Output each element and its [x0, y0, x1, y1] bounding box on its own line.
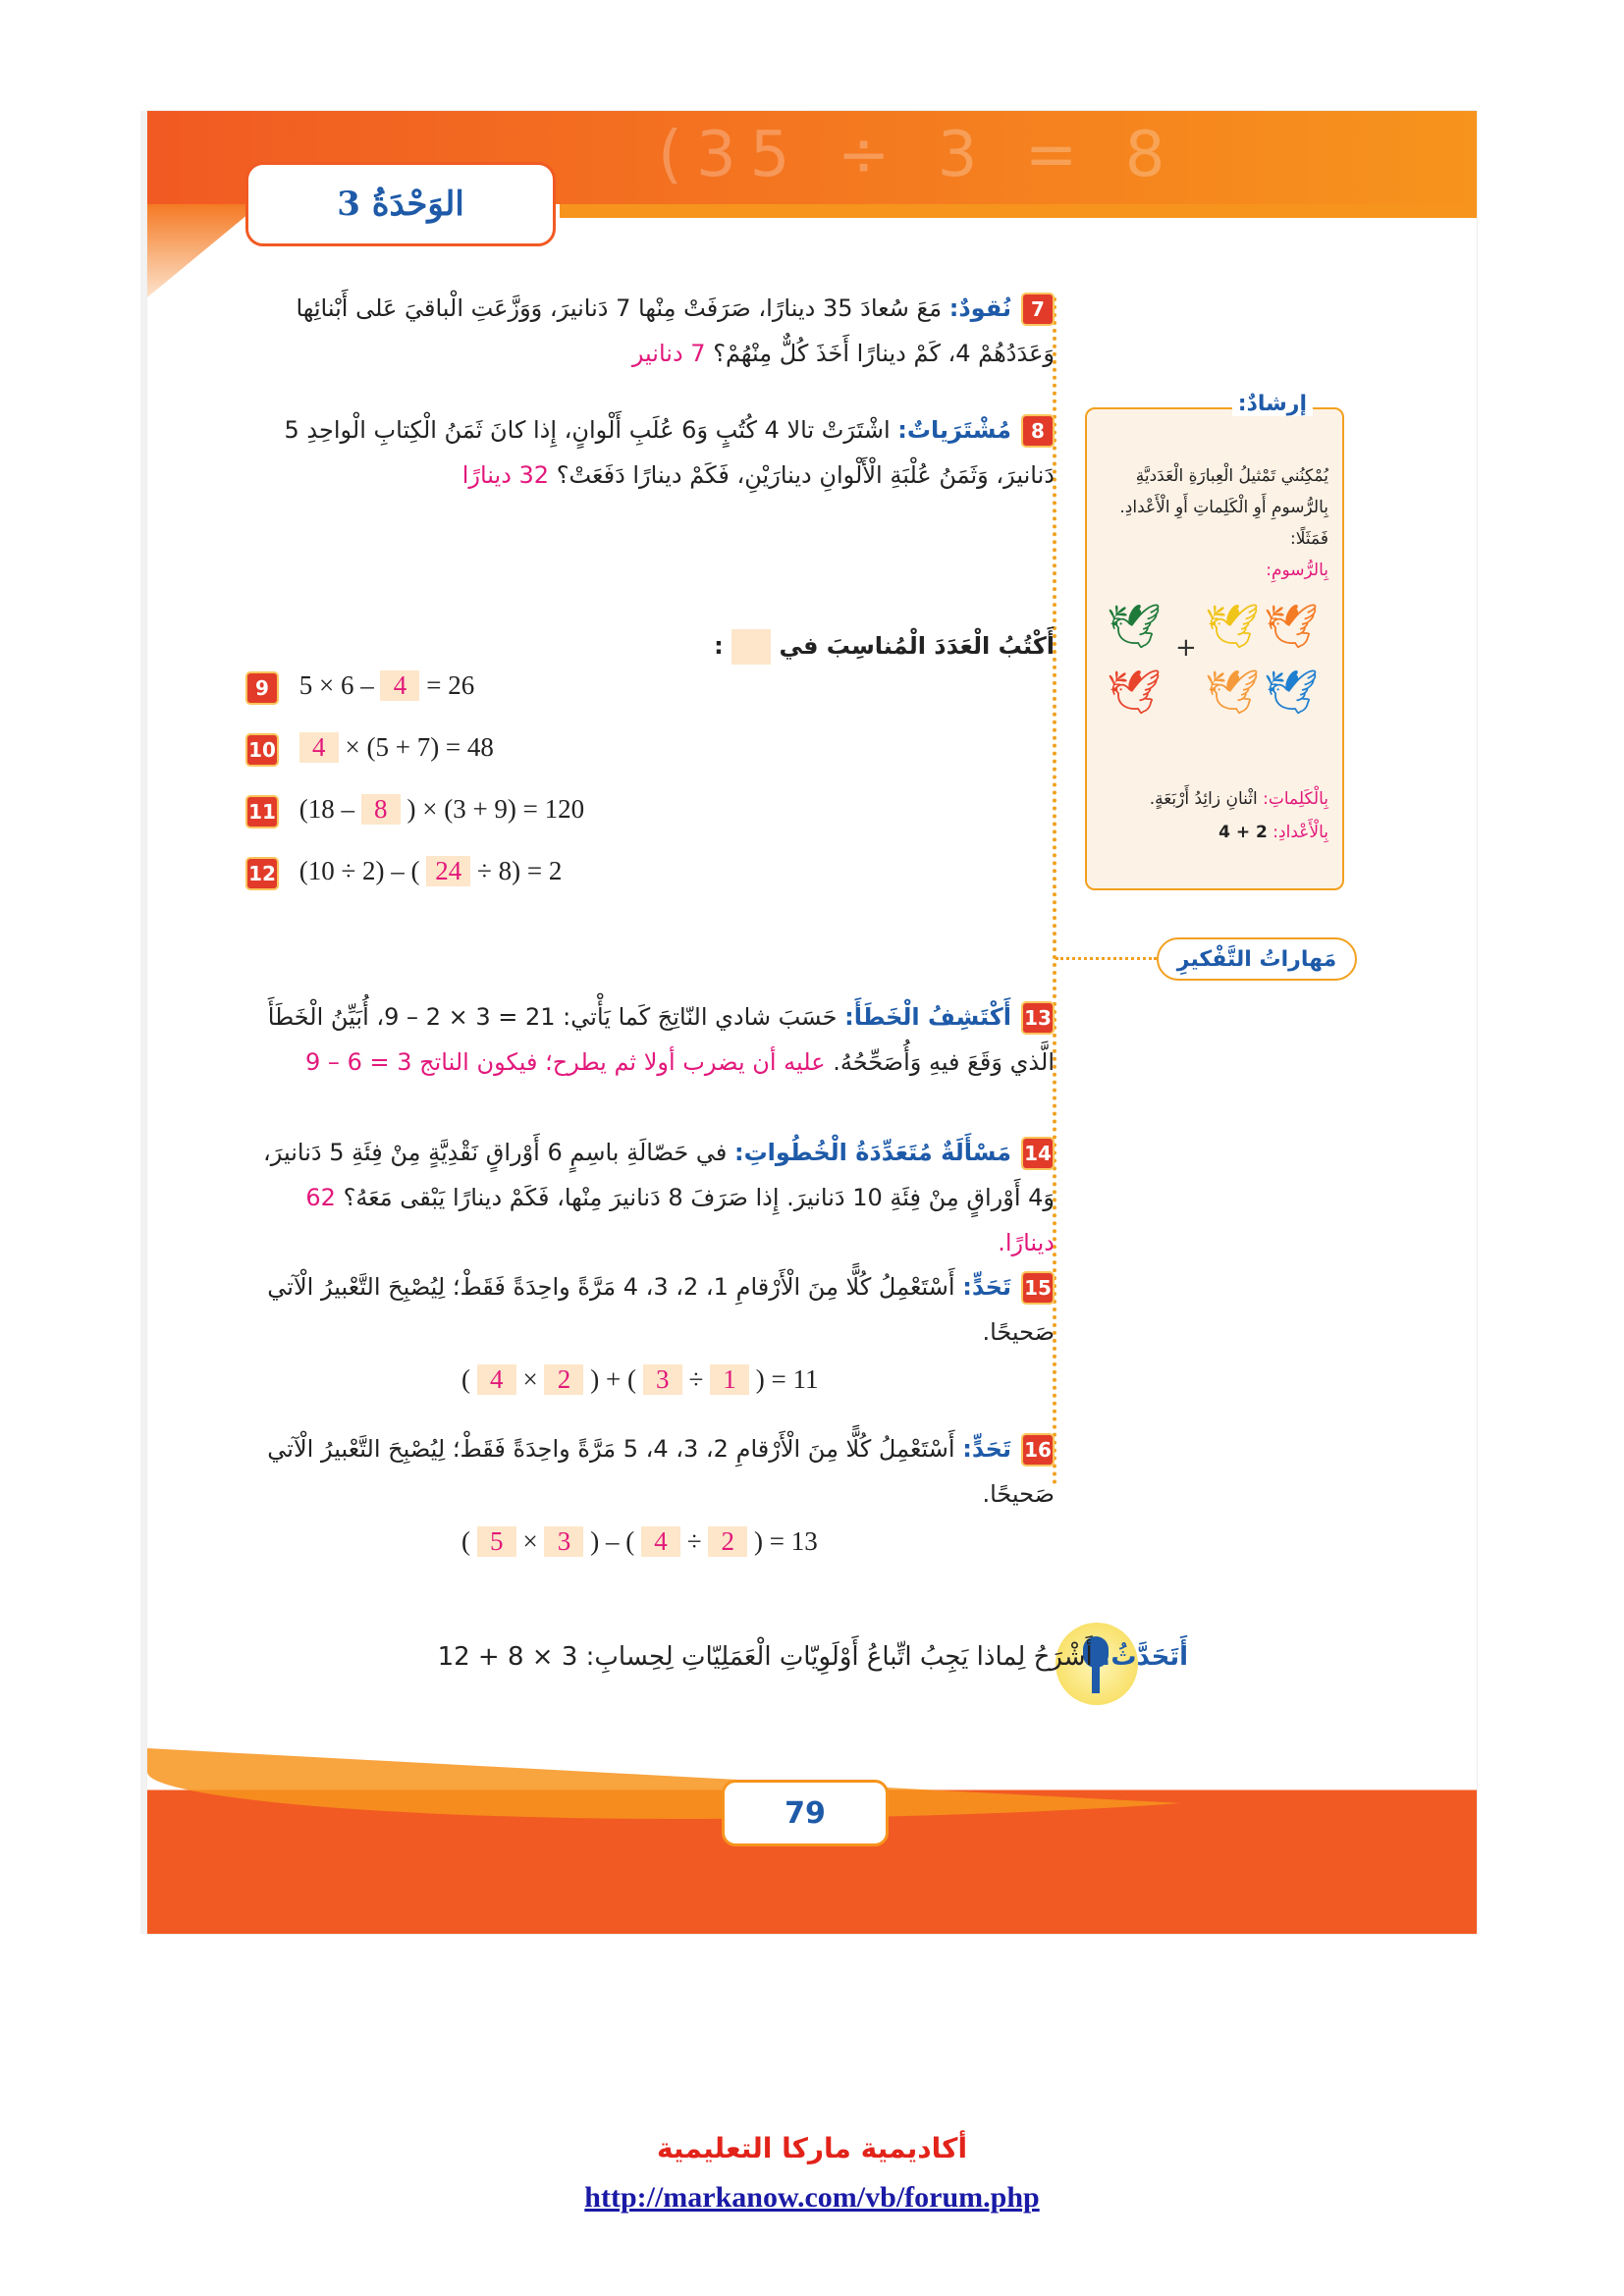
equation-number: 12	[245, 857, 279, 890]
header-strip	[560, 204, 1477, 218]
problem-number: 16	[1021, 1433, 1055, 1467]
problem-lead: أَكْتَشِفُ الْخَطَأَ:	[844, 1003, 1011, 1031]
equation-before: 5 × 6 –	[298, 670, 374, 700]
textbook-page	[147, 111, 1477, 1934]
equation-before: (18 –	[298, 794, 354, 824]
skills-connector	[1056, 957, 1157, 960]
tip-box	[1085, 392, 1344, 890]
bird-icon: 🕊	[1205, 602, 1260, 652]
paren: (	[461, 1526, 470, 1556]
problem-text: أَسْتَعْمِلُ كُلًّا مِنَ الْأَرْقامِ 1، 2، 3، 4 مَرَّةً واحِدَةً فَقَطْ؛ لِيُصْبِحَ التَّعْبيرُ الْآتي صَحيحًا.	[267, 1273, 1055, 1346]
problem-text: اشْتَرَتْ تالا 4 كُتُبٍ وَ6 عُلَبِ أَلْوانٍ، إِذا كانَ ثَمَنُ الْكِتابِ الْواحِدِ 5 دَنانيرَ، وَثَمَنُ عُلْبَةِ الْأَلْوانِ دينارَيْنِ، فَكَمْ دينارًا دَفَعَتْ؟	[284, 416, 1055, 489]
fill-instruction-row: أَكْتُبُ الْعَدَدَ الْمُناسِبَ في :	[249, 623, 1055, 668]
page-number: 79	[785, 1795, 826, 1831]
equation-before: (10 ÷ 2) – (	[298, 856, 420, 885]
talk-text: أَشْرَحُ لِماذا يَجِبُ اتِّباعُ أَوْلَوِيّاتِ الْعَمَلِيّاتِ لِحِسابِ: 3 × 8 + 12	[437, 1642, 1093, 1672]
equation-after: = 26	[426, 670, 475, 700]
bird-icon: 🕊	[1107, 667, 1162, 718]
equation-blank[interactable]: 3	[643, 1364, 682, 1395]
equation-result: ) = 11	[755, 1364, 819, 1394]
header-corner	[147, 204, 260, 297]
tip-by-words-label: بِالْكَلِماتِ:	[1263, 789, 1328, 809]
page-shadow	[140, 111, 147, 1934]
problem-answer: 62 دينارًا.	[305, 1184, 1055, 1256]
equation-number: 10	[245, 733, 279, 767]
unit-title: الوَحْدَةُ 3	[337, 185, 464, 224]
tip-words-numbers	[1150, 782, 1328, 849]
problem-answer: عليه أن يضرب أولا ثم يطرح؛ فيكون الناتج 3 = 6 – 9	[305, 1048, 826, 1076]
tip-by-words: اثْنانِ زائِدُ أَرْبَعَةٍ.	[1149, 789, 1258, 809]
problem-text: حَسَبَ شادي النّاتِجَ كَما يَأْتي: 21 = 3 × 2 – 9، أُبَيِّنُ الْخَطَأَ الَّذي وَقَعَ فيهِ وَأُصَحِّحُهُ.	[267, 1003, 1055, 1076]
problem-15	[249, 1264, 1055, 1355]
operator: ) + (	[590, 1364, 636, 1394]
problem-answer: 32 دينارًا	[461, 461, 550, 489]
problem-8	[249, 407, 1055, 498]
problem-number: 14	[1021, 1137, 1055, 1170]
problem-lead: مَسْأَلَةٌ مُتَعَدِّدَةُ الْخُطُواتِ:	[733, 1139, 1011, 1166]
fill-instruction: أَكْتُبُ الْعَدَدَ الْمُناسِبَ في	[779, 632, 1055, 660]
equation-after: × (5 + 7) = 48	[345, 732, 494, 762]
operator: ÷	[686, 1526, 702, 1556]
equation-15	[461, 1364, 819, 1395]
talk-prompt	[304, 1642, 1188, 1672]
equation-after: ) × (3 + 9) = 120	[406, 794, 585, 824]
thinking-skills-label: مَهاراتُ التَّفْكيرِ	[1176, 946, 1337, 972]
operator: ×	[522, 1526, 538, 1556]
equation-9	[245, 670, 474, 705]
equation-blank[interactable]: 3	[544, 1526, 583, 1557]
equation-number: 11	[245, 795, 279, 828]
tip-by-drawings: بِالرُّسومِ:	[1266, 561, 1328, 580]
bird-icon: 🕊	[1205, 667, 1260, 718]
bird-icon: 🕊	[1264, 602, 1319, 652]
tip-by-numbers: 2 + 4	[1218, 823, 1268, 842]
equation-12	[245, 856, 562, 890]
problem-16	[249, 1426, 1055, 1517]
tip-body	[1103, 460, 1328, 586]
problem-number: 8	[1021, 414, 1055, 448]
equation-blank[interactable]: 4	[299, 732, 339, 763]
problem-13	[249, 994, 1055, 1085]
operator: ÷	[688, 1364, 704, 1394]
page-number-box	[722, 1780, 889, 1846]
equation-blank[interactable]: 5	[477, 1526, 516, 1557]
header-decoration: (35 ÷ 3 = 8	[658, 119, 1179, 191]
equation-blank[interactable]: 24	[426, 856, 470, 886]
equation-10	[245, 732, 494, 767]
equation-blank[interactable]: 2	[708, 1526, 747, 1557]
problem-lead: تَحَدٍّ:	[962, 1273, 1011, 1301]
talk-lead: أَتَحَدَّثُ:	[1101, 1642, 1188, 1672]
problem-14	[249, 1130, 1055, 1265]
tip-by-numbers-label: بِالْأَعْدادِ:	[1272, 823, 1328, 842]
equation-blank[interactable]: 2	[544, 1364, 583, 1395]
problem-7	[249, 286, 1055, 376]
thinking-skills-badge	[1157, 937, 1357, 981]
problem-number: 7	[1021, 293, 1055, 326]
equation-result: ) = 13	[754, 1526, 818, 1556]
problem-number: 15	[1021, 1271, 1055, 1305]
plus-sign: +	[1175, 633, 1197, 663]
problem-lead: نُقودٌ:	[948, 294, 1011, 322]
problem-lead: تَحَدٍّ:	[962, 1435, 1011, 1463]
forum-link[interactable]: http://markanow.com/vb/forum.php	[584, 2181, 1040, 2214]
academy-name: أكاديمية ماركا التعليمية	[656, 2132, 968, 2164]
problem-text: أَسْتَعْمِلُ كُلًّا مِنَ الْأَرْقامِ 2، 3، 4، 5 مَرَّةً واحِدَةً فَقَطْ؛ لِيُصْبِحَ التَّعْبيرُ الْآتي صَحيحًا.	[267, 1435, 1055, 1508]
problem-lead: مُشْتَرَياتٌ:	[897, 416, 1011, 444]
tip-title: إرشادٌ:	[1232, 392, 1313, 416]
tip-text: يُمْكِنُني تَمْثيلُ الْعِبارَةِ الْعَدَديَّةِ بِالرُّسومِ أَوِ الْكَلِماتِ أَوِ الْأَعْدادِ.	[1119, 466, 1328, 517]
tip-example: فَمَثَلًا:	[1290, 529, 1328, 549]
equation-11	[245, 794, 584, 828]
operator: ) – (	[590, 1526, 635, 1556]
bird-icon: 🕊	[1107, 602, 1162, 652]
paren: (	[461, 1364, 470, 1394]
equation-blank[interactable]: 1	[710, 1364, 749, 1395]
bird-icon: 🕊	[1264, 667, 1319, 718]
equation-number: 9	[245, 671, 279, 705]
problem-number: 13	[1021, 1001, 1055, 1035]
problem-text: في حَصّالَةِ باسِمٍ 6 أَوْراقٍ نَقْدِيَّةٍ مِنْ فِئَةِ 5 دَنانيرَ، وَ4 أَوْراقٍ مِنْ فِئَةِ 10 دَنانيرَ. إِذا صَرَفَ 8 دَنانيرَ مِنْها، فَكَمْ دينارًا يَبْقى مَعَهُ؟	[263, 1139, 1055, 1211]
equation-blank[interactable]: 4	[477, 1364, 516, 1395]
equation-blank[interactable]: 8	[361, 794, 401, 825]
problem-answer: 7 دنانير	[631, 340, 706, 367]
unit-title-box	[245, 162, 556, 246]
equation-blank[interactable]: 4	[641, 1526, 680, 1557]
operator: ×	[522, 1364, 538, 1394]
blank-box-sample	[731, 629, 771, 665]
equation-blank[interactable]: 4	[380, 670, 419, 701]
equation-16	[461, 1526, 818, 1557]
problem-text: مَعَ سُعادَ 35 دينارًا، صَرَفَتْ مِنْها 7 دَنانيرَ، وَوَزَّعَتِ الْباقيَ عَلى أَبْنائِها وَعَدَدُهُمْ 4، كَمْ دينارًا أَخَذَ كُلٌّ مِنْهُمْ؟	[296, 294, 1055, 367]
equation-after: ÷ 8) = 2	[477, 856, 563, 885]
